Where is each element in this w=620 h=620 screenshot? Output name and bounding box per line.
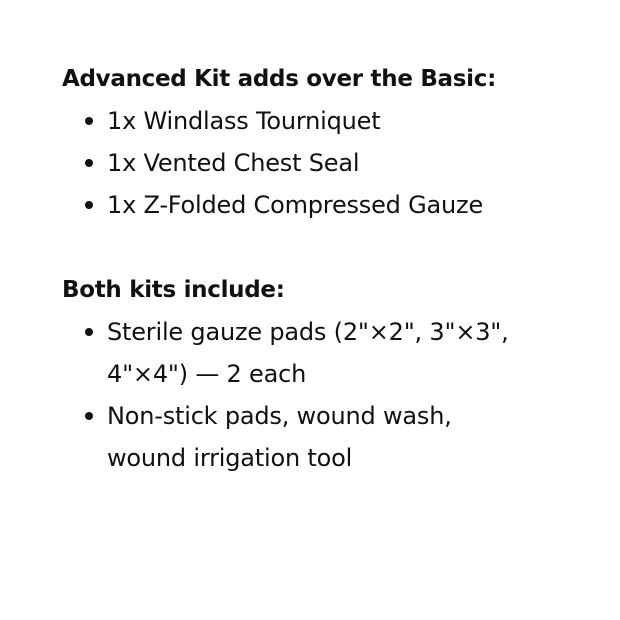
list-item-text: Non-stick pads, wound wash, wound irrigation tool <box>107 402 452 472</box>
list-item-text: 1x Windlass Tourniquet <box>107 107 381 135</box>
list-item <box>62 184 582 226</box>
advanced-kit-heading: Advanced Kit adds over the Basic: <box>62 66 496 92</box>
advanced-kit-list <box>62 100 582 226</box>
kit-comparison <box>62 58 582 479</box>
list-item-text: Sterile gauze pads (2"×2", 3"×3", 4"×4") — 2 each <box>107 318 509 388</box>
list-item <box>62 311 582 395</box>
list-item-text: 1x Z-Folded Compressed Gauze <box>107 191 484 219</box>
section-spacer <box>62 226 582 269</box>
bullet-icon <box>85 328 93 336</box>
list-item <box>62 100 582 142</box>
bullet-icon <box>85 201 93 209</box>
both-kits-heading: Both kits include: <box>62 277 285 303</box>
bullet-icon <box>85 412 93 420</box>
bullet-icon <box>85 117 93 125</box>
list-item-text: 1x Vented Chest Seal <box>107 149 360 177</box>
list-item <box>62 395 582 479</box>
list-item <box>62 142 582 184</box>
bullet-icon <box>85 159 93 167</box>
both-kits-list <box>62 311 582 479</box>
